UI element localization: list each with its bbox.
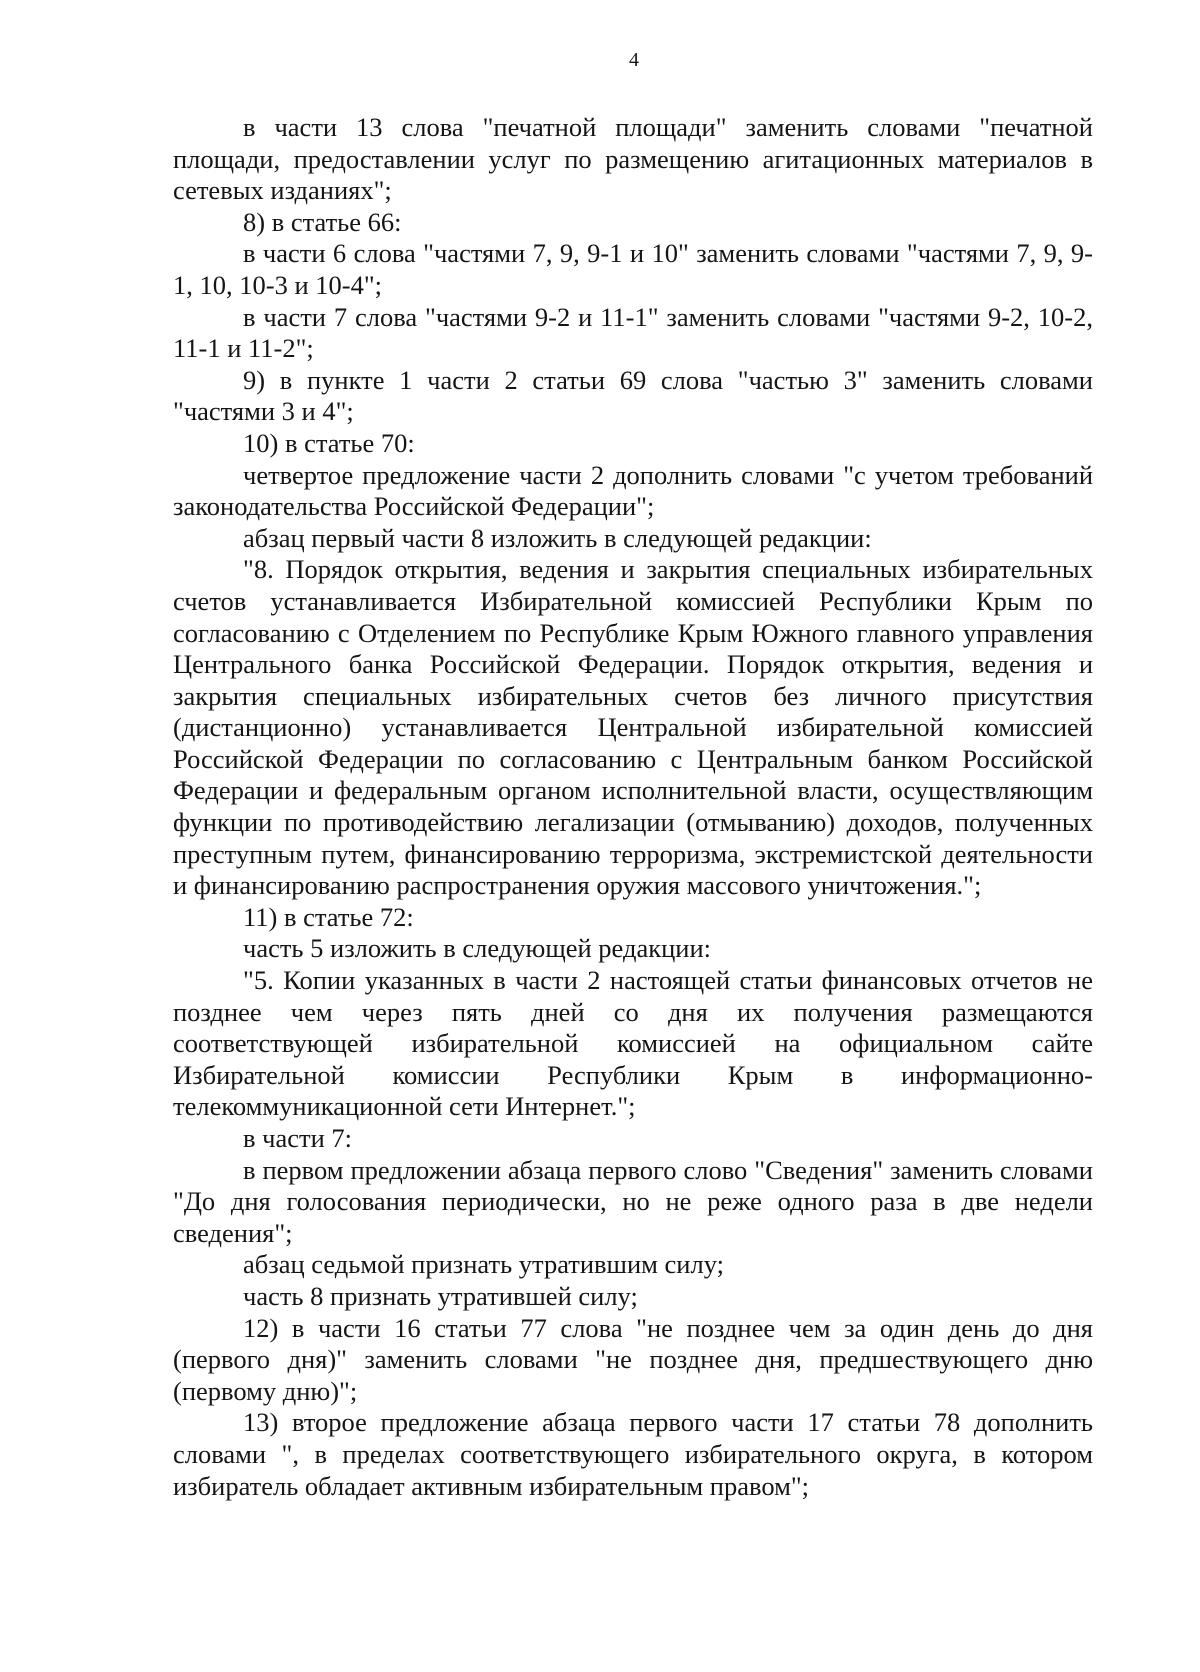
paragraph: в части 13 слова "печатной площади" заменить словами "печатной площади, предоставлении услуг по размещению агитационных материалов в сетевых изданиях"; <box>173 112 1093 206</box>
paragraph: в части 7: <box>243 1123 352 1153</box>
paragraph: "8. Порядок открытия, ведения и закрытия специальных избирательных счетов устанавливается Избирательной комиссией Республики Крым по согласованию с Отделением по Республике Крым Южного главного управления Центрального банка Российской Федерации. Порядок открытия, ведения и закрытия специальных избирательных счетов без личного присутствия (дистанционно) устанавливается Центральной избирательной комиссией Российской Федерации по согласованию с Центральным банком Российской Федерации и федеральным органом исполнительной власти, осуществляющим функции по противодействию легализации (отмыванию) доходов, полученных преступным путем, финансированию терроризма, экстремистской деятельности и финансированию распространения оружия массового уничтожения."; <box>173 554 1093 901</box>
paragraph: часть 5 изложить в следующей редакции: <box>243 933 711 964</box>
paragraph: 10) в статье 70: <box>243 427 415 458</box>
paragraph: в первом предложении абзаца первого слово "Сведения" заменить словами "До дня голосования периодически, но не реже одного раза в две недели сведения"; <box>173 1154 1093 1248</box>
paragraph: абзац седьмой признать утратившим силу; <box>243 1249 724 1280</box>
paragraph: "5. Копии указанных в части 2 настоящей статьи финансовых отчетов не позднее чем через пять дней со дня их получения размещаются соответствующей избирательной комиссией на официальном сайте Избирательной комиссии Республики Крым в информационно-телекоммуникационной сети Интернет."; <box>173 965 1093 1122</box>
page-number: 4 <box>629 49 639 71</box>
paragraph: часть 8 признать утратившей силу; <box>243 1280 638 1311</box>
paragraph: 8) в статье 66: <box>243 206 402 237</box>
paragraph: 9) в пункте 1 части 2 статьи 69 слова "частью 3" заменить словами "частями 3 и 4"; <box>173 364 1093 427</box>
paragraph: 13) второе предложение абзаца первого части 17 статьи 78 дополнить словами ", в пределах соответствующего избирательного округа, в котором избиратель обладает активным избирательным правом"; <box>173 1407 1093 1501</box>
paragraph: абзац первый части 8 изложить в следующей редакции: <box>243 522 872 553</box>
document-body <box>173 112 1093 1502</box>
paragraph: в части 7 слова "частями 9-2 и 11-1" заменить словами "частями 9-2, 10-2, 11-1 и 11-2"; <box>173 301 1093 364</box>
paragraph: 11) в статье 72: <box>243 901 414 932</box>
paragraph: 12) в части 16 статьи 77 слова "не позднее чем за один день до дня (первого дня)" заменить словами "не позднее дня, предшествующего дню (первому дню)"; <box>173 1312 1093 1406</box>
paragraph: четвертое предложение части 2 дополнить словами "с учетом требований законодательства Российской Федерации"; <box>173 459 1093 522</box>
paragraph: в части 6 слова "частями 7, 9, 9-1 и 10" заменить словами "частями 7, 9, 9-1, 10, 10-3 и 10-4"; <box>173 238 1093 300</box>
